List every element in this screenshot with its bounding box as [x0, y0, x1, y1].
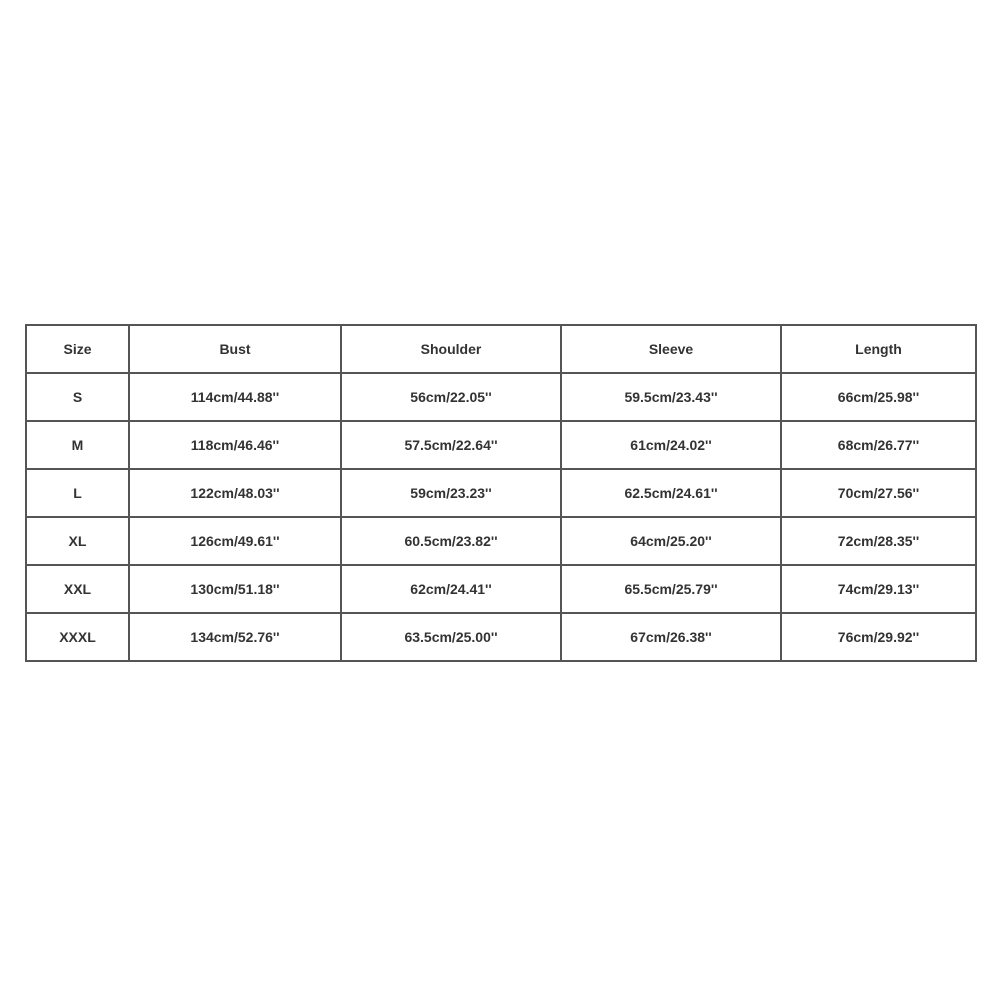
cell-length: 74cm/29.13'' [781, 565, 976, 613]
cell-size: L [26, 469, 129, 517]
table-row [26, 421, 976, 469]
cell-shoulder: 63.5cm/25.00'' [341, 613, 561, 661]
table-row [26, 565, 976, 613]
header-row [26, 325, 976, 373]
cell-shoulder: 59cm/23.23'' [341, 469, 561, 517]
cell-shoulder: 57.5cm/22.64'' [341, 421, 561, 469]
cell-shoulder: 56cm/22.05'' [341, 373, 561, 421]
cell-size: XXL [26, 565, 129, 613]
cell-sleeve: 59.5cm/23.43'' [561, 373, 781, 421]
cell-sleeve: 62.5cm/24.61'' [561, 469, 781, 517]
header-shoulder: Shoulder [341, 325, 561, 373]
table-row [26, 613, 976, 661]
cell-bust: 130cm/51.18'' [129, 565, 341, 613]
cell-sleeve: 61cm/24.02'' [561, 421, 781, 469]
header-bust: Bust [129, 325, 341, 373]
cell-length: 66cm/25.98'' [781, 373, 976, 421]
cell-size: XL [26, 517, 129, 565]
table-row [26, 373, 976, 421]
cell-bust: 118cm/46.46'' [129, 421, 341, 469]
header-sleeve: Sleeve [561, 325, 781, 373]
cell-sleeve: 64cm/25.20'' [561, 517, 781, 565]
table-row [26, 469, 976, 517]
size-chart-table [25, 324, 977, 662]
cell-sleeve: 67cm/26.38'' [561, 613, 781, 661]
header-length: Length [781, 325, 976, 373]
cell-length: 68cm/26.77'' [781, 421, 976, 469]
cell-sleeve: 65.5cm/25.79'' [561, 565, 781, 613]
cell-bust: 134cm/52.76'' [129, 613, 341, 661]
cell-bust: 114cm/44.88'' [129, 373, 341, 421]
cell-size: XXXL [26, 613, 129, 661]
header-size: Size [26, 325, 129, 373]
table-row [26, 517, 976, 565]
cell-bust: 126cm/49.61'' [129, 517, 341, 565]
cell-size: M [26, 421, 129, 469]
cell-shoulder: 62cm/24.41'' [341, 565, 561, 613]
cell-length: 70cm/27.56'' [781, 469, 976, 517]
cell-shoulder: 60.5cm/23.82'' [341, 517, 561, 565]
cell-bust: 122cm/48.03'' [129, 469, 341, 517]
cell-length: 72cm/28.35'' [781, 517, 976, 565]
cell-length: 76cm/29.92'' [781, 613, 976, 661]
cell-size: S [26, 373, 129, 421]
